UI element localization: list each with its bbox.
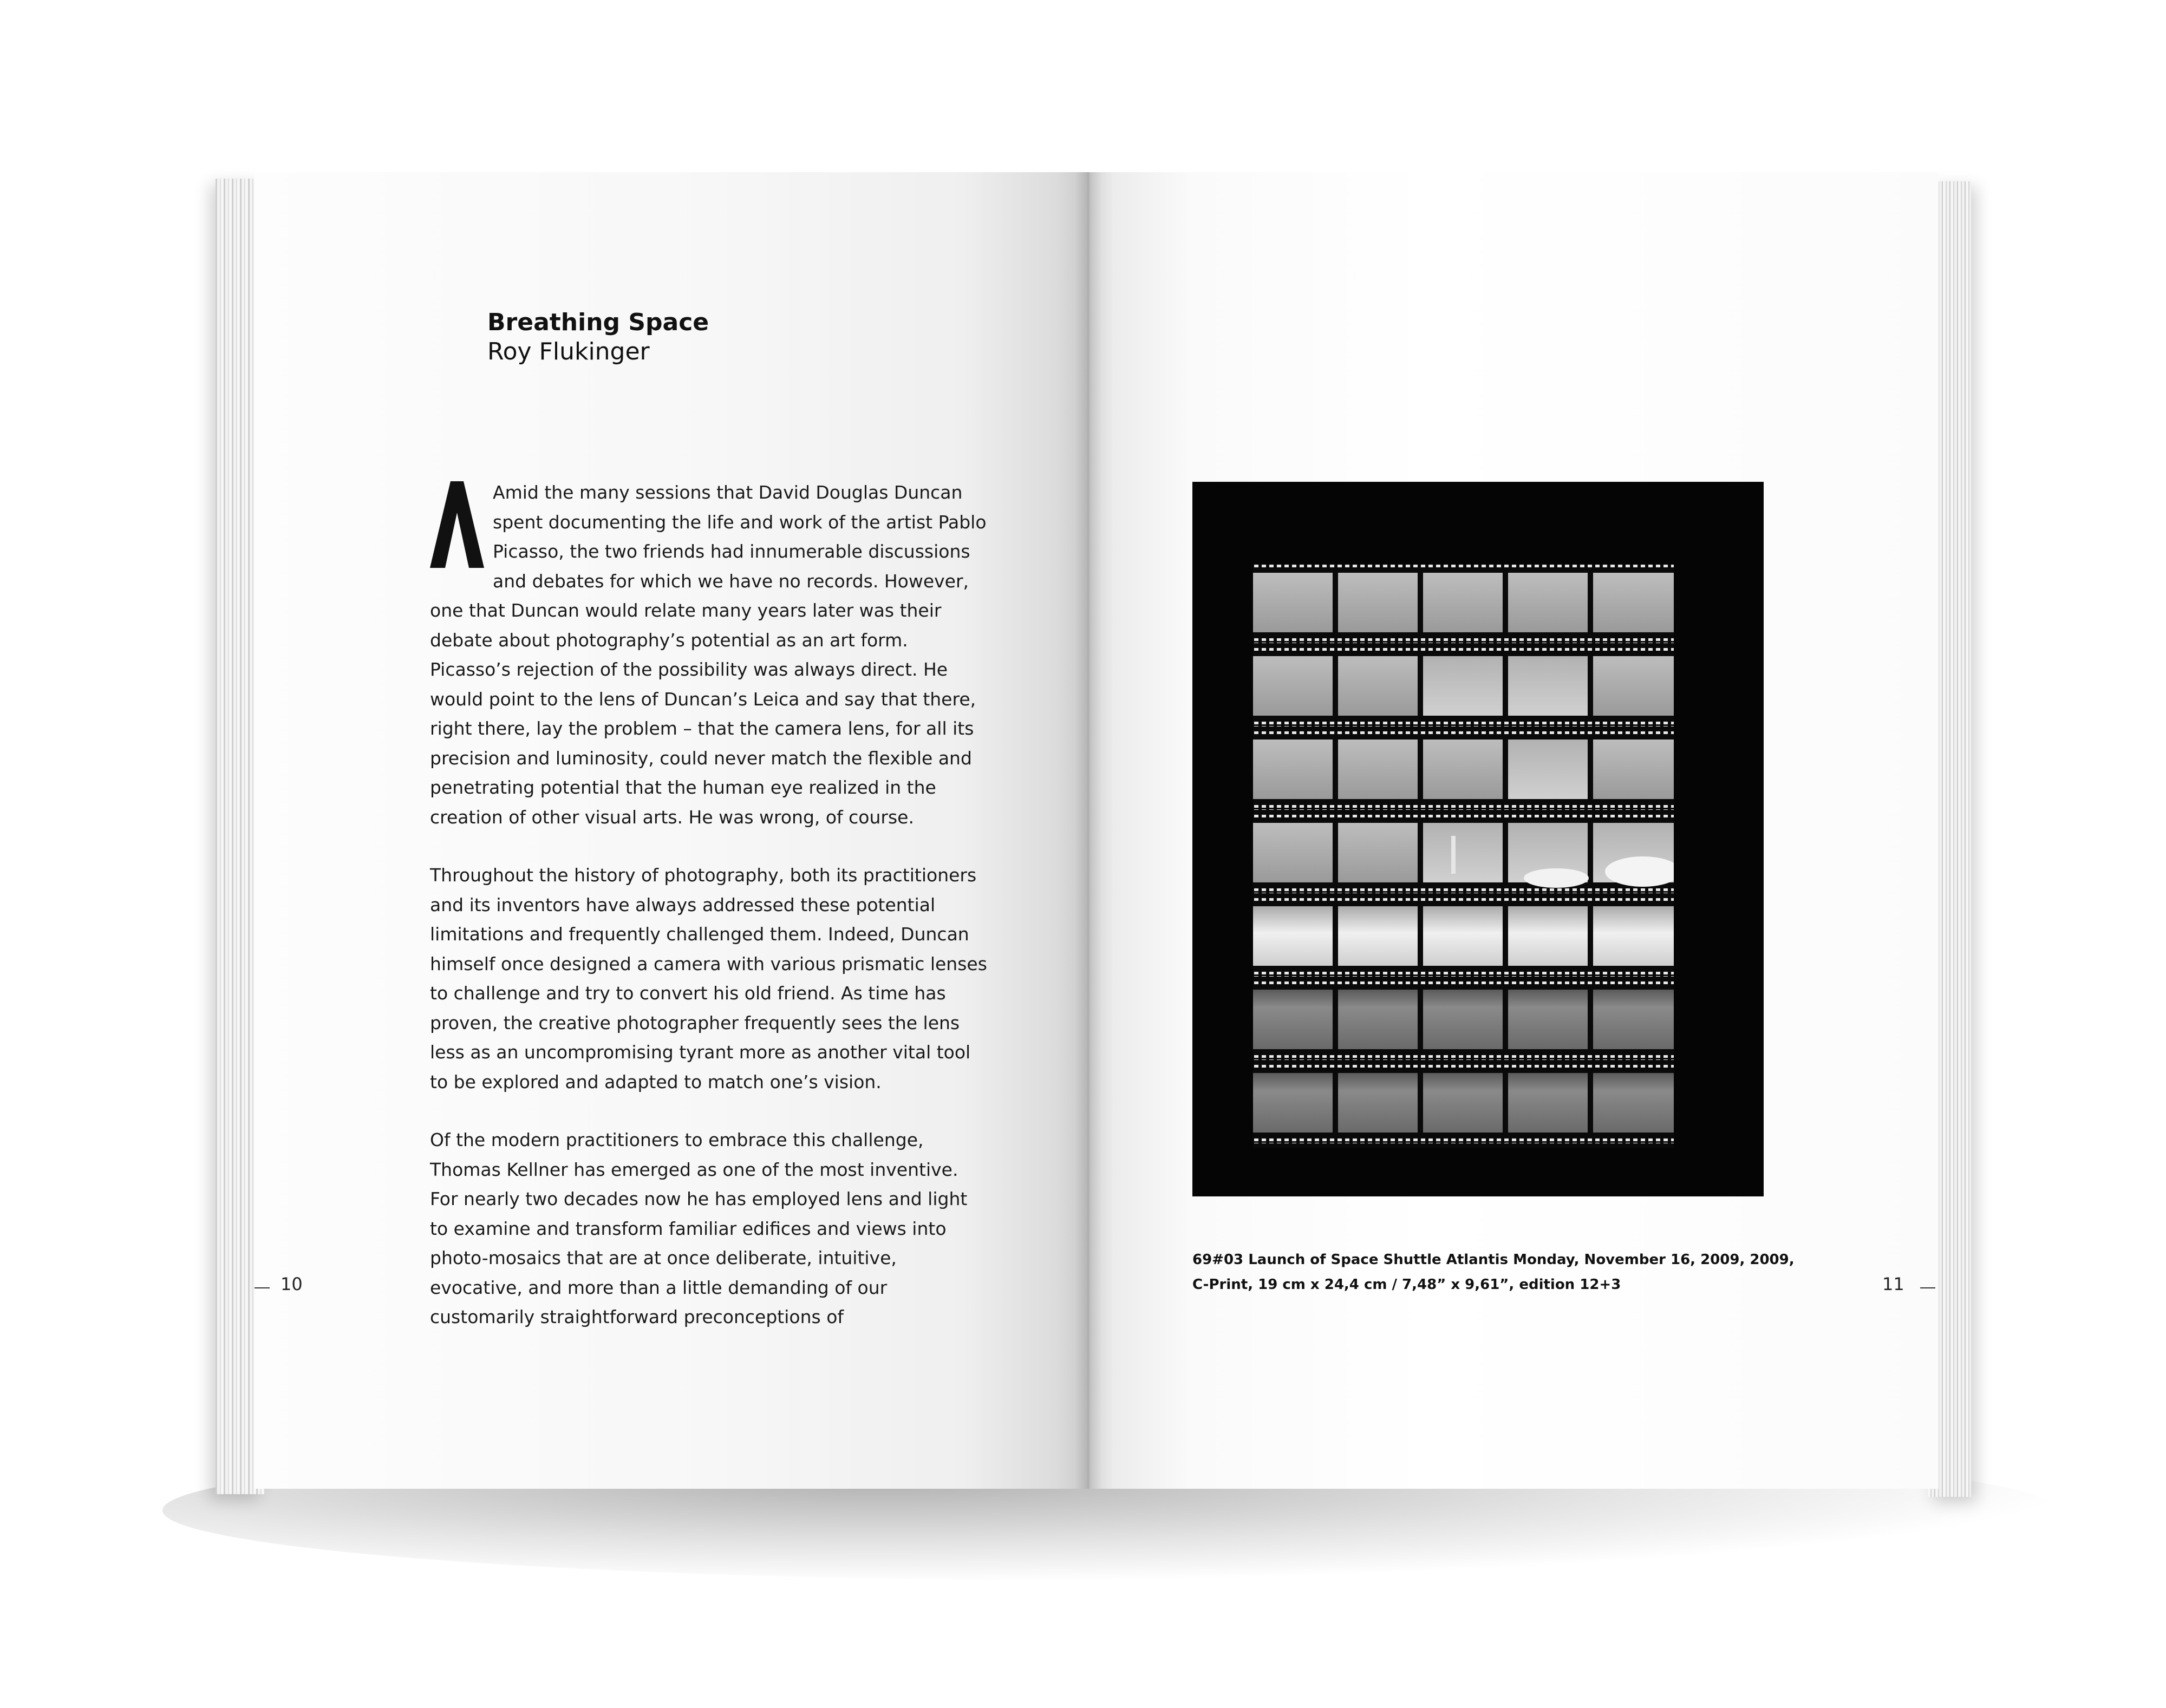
drop-cap-glyph bbox=[430, 481, 484, 568]
film-strip-6 bbox=[1253, 981, 1674, 1060]
article-header bbox=[487, 307, 709, 366]
film-strip-1 bbox=[1253, 564, 1674, 643]
page-number-rule-left bbox=[255, 1287, 270, 1288]
photo-caption bbox=[1192, 1247, 1821, 1297]
drop-cap bbox=[430, 481, 484, 568]
film-strip-4 bbox=[1253, 814, 1674, 893]
article-body bbox=[430, 478, 988, 1361]
photo-plate bbox=[1192, 482, 1764, 1196]
page-number-left: 10 bbox=[280, 1274, 303, 1294]
article-title: Breathing Space bbox=[487, 309, 709, 336]
right-page bbox=[1088, 172, 1939, 1489]
paragraph-3: Of the modern practitioners to embrace this challenge, Thomas Kellner has emerged as one of the most inventive. For nearly two decades now he has employed lens and light to examine and transform familiar edifices and views into photo-mosaics that are at once deliberate, intuitive, evocative, and more than a little demanding of our customarily straightforward preconceptions of bbox=[430, 1129, 968, 1327]
book-spine-gutter bbox=[1075, 172, 1102, 1489]
caption-line-1: 69#03 Launch of Space Shuttle Atlantis Monday, November 16, 2009, 2009, bbox=[1192, 1252, 1795, 1268]
film-strip-2 bbox=[1253, 647, 1674, 727]
article-author: Roy Flukinger bbox=[487, 338, 650, 365]
film-strip-3 bbox=[1253, 731, 1674, 810]
paragraph-1-text: Amid the many sessions that David Douglas Duncan spent documenting the life and work of the artist Pablo Picasso, the two friends had innumerable discussions and debates for which we have no records. However, one that Duncan would relate many years later was their debate about photography’s potential as an art form. Picasso’s rejection of the possibility was always direct. He would point to the lens of Duncan’s Leica and say that there, right there, lay the problem – that the camera lens, for all its precision and luminosity, could never match the flexible and penetrating potential that the human eye realized in the creation of other visual arts. He was wrong, of course. bbox=[430, 482, 987, 828]
paragraph-1 bbox=[430, 478, 988, 832]
paragraph-2: Throughout the history of photography, both its practitioners and its inventors have always addressed these potential limitations and frequently challenged them. Indeed, Duncan himself once designed a camera with various prismatic lenses to challenge and try to convert his old friend. As time has proven, the creative photographer frequently sees the lens less as an uncompromising tyrant more as another vital tool to be explored and adapted to match one’s vision. bbox=[430, 865, 987, 1092]
film-strip-7 bbox=[1253, 1064, 1674, 1143]
film-strip-5 bbox=[1253, 898, 1674, 977]
caption-line-2: C-Print, 19 cm x 24,4 cm / 7,48” x 9,61”, edition 12+3 bbox=[1192, 1277, 1621, 1293]
contact-sheet-image bbox=[1253, 564, 1674, 1148]
left-page bbox=[255, 172, 1088, 1489]
page-number-rule-right bbox=[1920, 1287, 1935, 1288]
page-number-right: 11 bbox=[1882, 1274, 1904, 1294]
